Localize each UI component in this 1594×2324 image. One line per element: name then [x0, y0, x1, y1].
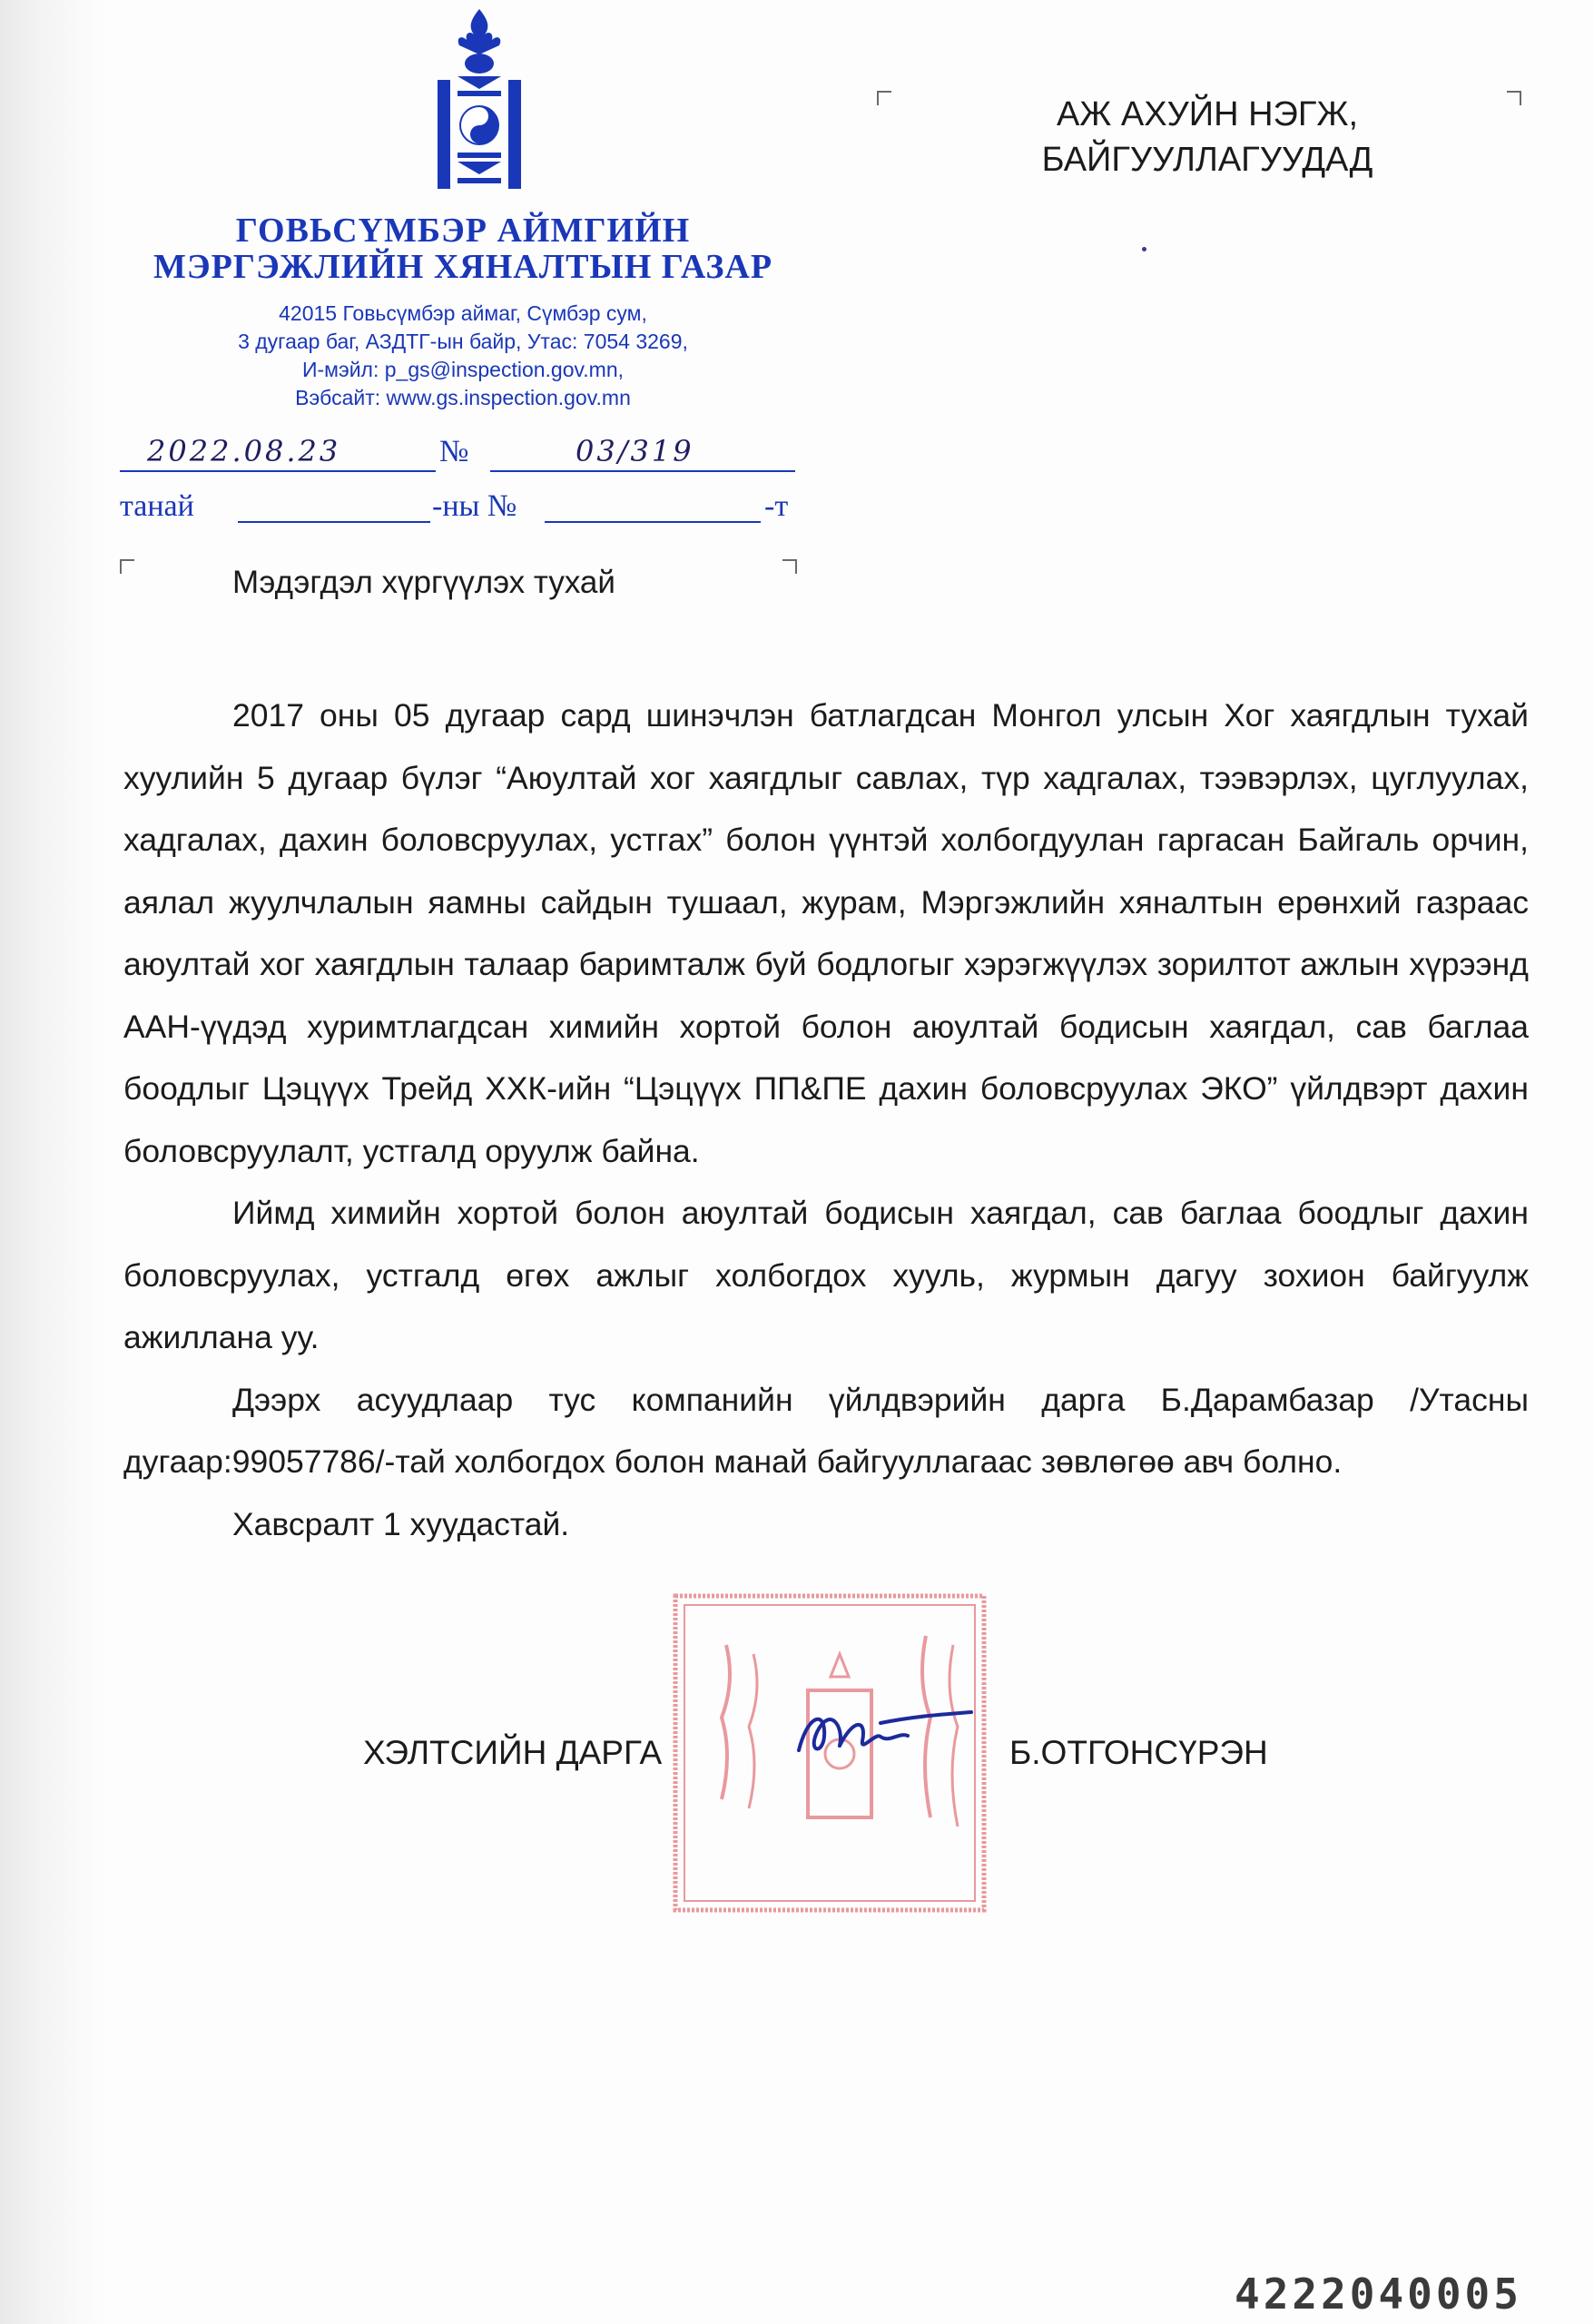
- date-underline: [120, 470, 436, 472]
- ref-end-suffix: -т: [764, 489, 789, 523]
- your-ref-label: танай: [120, 489, 194, 523]
- signer-name: Б.ОТГОНСҮРЭН: [1009, 1734, 1268, 1771]
- recipient-corner-right: [1507, 91, 1521, 105]
- number-label: №: [439, 435, 469, 468]
- recipient-line2: БАЙГУУЛЛАГУУДАД: [1041, 141, 1373, 179]
- org-name-line2: МЭРГЭЖЛИЙН ХЯНАЛТЫН ГАЗАР: [153, 248, 773, 286]
- recipient-corner-left: [877, 91, 891, 105]
- your-number-underline: [545, 521, 761, 523]
- your-date-underline: [238, 521, 430, 523]
- website-line: Вэбсайт: www.gs.inspection.gov.mn: [295, 386, 631, 409]
- body-paragraph: Иймд химийн хортой болон аюултай бодисын хаягдал, сав баглаа боодлыг дахин боловсруулах, устгалд өгөх ажлыг холбогдох хууль, журмын дагуу зохион байгуулж ажиллана уу.: [123, 1195, 1529, 1355]
- signer-title: ХЭЛТСИЙН ДАРГА: [363, 1734, 663, 1771]
- body-paragraph: 2017 оны 05 дугаар сард шинэчлэн батлагдсан Монгол улсын Хог хаягдлын тухай хуулийн 5 дугаар бүлэг “Аюултай хог хаягдлыг савлах, түр хадгалах, тээвэрлэх, цуглуулах, хадгалах, дахин боловсруулах, устгах” болон үүнтэй холбогдуулан гаргасан Байгаль орчин, аялал жуулчлалын яамны сайдын тушаал, журам, Мэргэжлийн хяналтын ерөнхий газраас аюултай хог хаягдлын талаар баримталж буй бодлогыг хэрэгжүүлэх зорилтот ажлын хүрээнд ААН-үүдэд хуримтлагдсан химийн хортой болон аюултай бодисын хаягдал, сав баглаа боодлыг Цэцүүх Трейд ХХК-ийн “Цэцүүх ПП&ПЕ дахин боловсруулах ЭКО” үйлдвэрт дахин боловсруулалт, устгалд оруулж байна.: [123, 697, 1529, 1169]
- soyombo-emblem-icon: [407, 7, 552, 189]
- address-line: 42015 Говьсүмбэр аймаг, Сүмбэр сум,: [279, 301, 647, 325]
- body-paragraph: Дээрх асуудлаар тус компанийн үйлдвэрийн дарга Б.Дарамбазар /Утасны дугаар:99057786/-тай холбогдох болон манай байгууллагаас зөвлөгөө авч болно.: [123, 1381, 1529, 1480]
- org-name-line1: ГОВЬСҮМБЭР АЙМГИЙН: [235, 212, 691, 250]
- body-paragraph: Хавсралт 1 хуудастай.: [232, 1505, 570, 1542]
- scan-shadow: [0, 0, 107, 2324]
- handwritten-signature: [790, 1696, 980, 1768]
- subject-title: Мэдэгдэл хүргүүлэх тухай: [232, 565, 615, 600]
- recipient-line1: АЖ АХУЙН НЭГЖ,: [1056, 95, 1359, 133]
- subject-corner-left: [120, 559, 134, 574]
- handwritten-number: 03/319: [576, 434, 694, 468]
- your-number-label: -ны №: [432, 489, 517, 523]
- letter-body: [123, 684, 1529, 1555]
- address-line: 3 дугаар баг, АЗДТГ-ын байр, Утас: 7054 3269,: [238, 330, 688, 353]
- scan-speck: [1142, 247, 1146, 251]
- subject-corner-right: [782, 559, 797, 574]
- document-serial: 4222040005: [1235, 2270, 1522, 2319]
- email-line: И-мэйл: p_gs@inspection.gov.mn,: [301, 358, 625, 381]
- handwritten-date: 2022.08.23: [147, 434, 341, 468]
- number-underline: [490, 470, 795, 472]
